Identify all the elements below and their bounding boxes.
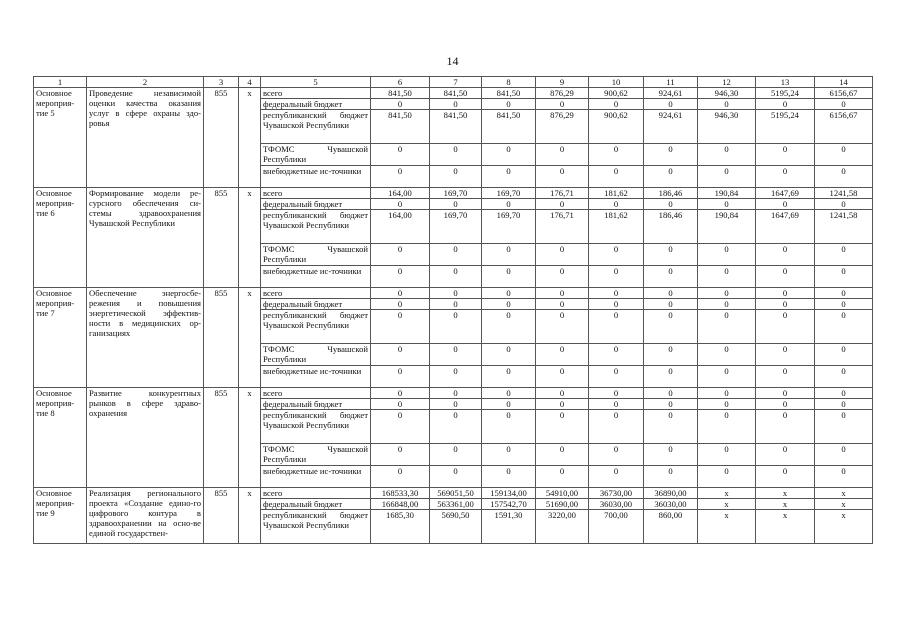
budget-table [33, 76, 873, 544]
table-row [34, 188, 873, 199]
funding-source-cell: республиканский бюджет Чувашской Республики [261, 310, 371, 344]
value-cell: 0 [815, 366, 873, 388]
value-cell: 0 [698, 266, 756, 288]
value-cell: 0 [815, 199, 873, 210]
value-cell: 164,00 [371, 188, 430, 199]
value-cell: 5195,24 [756, 110, 815, 144]
value-cell: 169,70 [430, 210, 482, 244]
code-cell: 855 [204, 288, 239, 388]
value-cell: 0 [756, 366, 815, 388]
value-cell: 0 [698, 444, 756, 466]
value-cell: 0 [756, 166, 815, 188]
value-cell: 0 [756, 288, 815, 299]
event-description-cell: Обеспечение энергосбе-режения и повышения энергетической эффектив-ности в медицинских ор-ганизациях [87, 288, 204, 388]
funding-source-cell: ТФОМС Чувашской Республики [261, 444, 371, 466]
value-cell: 0 [644, 410, 698, 444]
value-cell: 0 [482, 466, 536, 488]
value-cell: 0 [698, 244, 756, 266]
value-cell: 0 [371, 166, 430, 188]
value-cell: 0 [815, 99, 873, 110]
value-cell: 51690,00 [536, 499, 589, 510]
funding-source-cell: республиканский бюджет Чувашской Республики [261, 410, 371, 444]
value-cell: 0 [536, 366, 589, 388]
value-cell: 0 [644, 266, 698, 288]
value-cell: 0 [589, 99, 644, 110]
value-cell: 0 [482, 99, 536, 110]
value-cell: 946,30 [698, 110, 756, 144]
funding-source-cell: внебюджетные ис-точники [261, 466, 371, 488]
value-cell: 0 [644, 166, 698, 188]
value-cell: 1591,30 [482, 510, 536, 544]
value-cell: 924,61 [644, 88, 698, 99]
value-cell: 0 [644, 199, 698, 210]
value-cell: 0 [482, 244, 536, 266]
value-cell: 0 [482, 399, 536, 410]
value-cell: 0 [430, 444, 482, 466]
column-number-cell: 4 [239, 77, 261, 88]
value-cell: 0 [482, 366, 536, 388]
value-cell: 0 [589, 399, 644, 410]
value-cell: 563361,00 [430, 499, 482, 510]
value-cell: 0 [644, 144, 698, 166]
value-cell: 0 [644, 299, 698, 310]
value-cell: 0 [371, 344, 430, 366]
value-cell: 0 [536, 199, 589, 210]
funding-source-cell: федеральный бюджет [261, 99, 371, 110]
value-cell: 1685,30 [371, 510, 430, 544]
table-row [34, 388, 873, 399]
value-cell: 0 [589, 388, 644, 399]
value-cell: 36730,00 [589, 488, 644, 499]
value-cell: 0 [644, 344, 698, 366]
value-cell: 0 [536, 266, 589, 288]
column-number-cell: 6 [371, 77, 430, 88]
value-cell: 0 [698, 166, 756, 188]
value-cell: 166848,00 [371, 499, 430, 510]
value-cell: 54910,00 [536, 488, 589, 499]
value-cell: 0 [589, 288, 644, 299]
value-cell: 0 [644, 444, 698, 466]
value-cell: 0 [698, 388, 756, 399]
funding-source-cell: всего [261, 188, 371, 199]
value-cell: x [815, 488, 873, 499]
column-number-cell: 10 [589, 77, 644, 88]
column-number-row [34, 77, 873, 88]
value-cell: 0 [815, 466, 873, 488]
value-cell: 0 [756, 388, 815, 399]
value-cell: 0 [698, 344, 756, 366]
event-description-cell: Реализация регионального проекта «Создание едино-го цифрового контура в здравоохранении на осно-ве единой государствен- [87, 488, 204, 544]
column-number-cell: 1 [34, 77, 87, 88]
value-cell: 0 [589, 144, 644, 166]
funding-source-cell: ТФОМС Чувашской Республики [261, 344, 371, 366]
value-cell: 0 [815, 444, 873, 466]
value-cell: 0 [430, 388, 482, 399]
value-cell: 0 [430, 399, 482, 410]
value-cell: 0 [482, 288, 536, 299]
funding-source-cell: республиканский бюджет Чувашской Республики [261, 110, 371, 144]
value-cell: x [815, 510, 873, 544]
value-cell: 0 [536, 466, 589, 488]
value-cell: 0 [589, 166, 644, 188]
value-cell: x [756, 488, 815, 499]
value-cell: 168533,30 [371, 488, 430, 499]
value-cell: 0 [815, 166, 873, 188]
value-cell: 569051,50 [430, 488, 482, 499]
value-cell: 0 [430, 288, 482, 299]
value-cell: 0 [756, 410, 815, 444]
column-number-cell: 11 [644, 77, 698, 88]
value-cell: 169,70 [430, 188, 482, 199]
value-cell: 0 [430, 166, 482, 188]
funding-source-cell: всего [261, 388, 371, 399]
value-cell: 0 [536, 244, 589, 266]
value-cell: 0 [589, 366, 644, 388]
value-cell: 176,71 [536, 188, 589, 199]
value-cell: 946,30 [698, 88, 756, 99]
value-cell: 0 [756, 299, 815, 310]
value-cell: 841,50 [482, 110, 536, 144]
value-cell: 0 [482, 199, 536, 210]
value-cell: 841,50 [371, 110, 430, 144]
value-cell: 0 [756, 466, 815, 488]
event-name-cell: Основное мероприя-тие 7 [34, 288, 87, 388]
value-cell: 0 [430, 410, 482, 444]
value-cell: 0 [756, 244, 815, 266]
funding-source-cell: всего [261, 88, 371, 99]
value-cell: 0 [756, 444, 815, 466]
value-cell: 0 [815, 144, 873, 166]
value-cell: 3220,00 [536, 510, 589, 544]
value-cell: 0 [536, 399, 589, 410]
value-cell: 0 [698, 410, 756, 444]
value-cell: 0 [589, 466, 644, 488]
x-cell: x [239, 288, 261, 388]
value-cell: 0 [644, 366, 698, 388]
value-cell: 0 [815, 410, 873, 444]
value-cell: 0 [482, 410, 536, 444]
code-cell: 855 [204, 488, 239, 544]
value-cell: 0 [371, 410, 430, 444]
value-cell: 841,50 [371, 88, 430, 99]
value-cell: 0 [644, 310, 698, 344]
value-cell: 900,62 [589, 88, 644, 99]
funding-source-cell: внебюджетные ис-точники [261, 366, 371, 388]
value-cell: 181,62 [589, 210, 644, 244]
value-cell: 0 [371, 299, 430, 310]
code-cell: 855 [204, 88, 239, 188]
value-cell: 0 [430, 99, 482, 110]
value-cell: 0 [698, 99, 756, 110]
value-cell: 0 [589, 299, 644, 310]
value-cell: 36890,00 [644, 488, 698, 499]
value-cell: 0 [430, 310, 482, 344]
value-cell: 0 [644, 466, 698, 488]
value-cell: 0 [482, 166, 536, 188]
table-row [34, 488, 873, 499]
value-cell: 0 [430, 244, 482, 266]
table-row [34, 88, 873, 99]
value-cell: 0 [644, 388, 698, 399]
value-cell: 0 [536, 288, 589, 299]
event-description-cell: Формирование модели ре-сурсного обеспечения си-стемы здравоохранения Чувашской Республики [87, 188, 204, 288]
value-cell: 0 [482, 344, 536, 366]
value-cell: 0 [536, 310, 589, 344]
value-cell: 0 [482, 388, 536, 399]
column-number-cell: 7 [430, 77, 482, 88]
value-cell: 190,84 [698, 210, 756, 244]
value-cell: 0 [698, 299, 756, 310]
value-cell: 0 [644, 244, 698, 266]
value-cell: 0 [430, 344, 482, 366]
value-cell: 0 [430, 366, 482, 388]
value-cell: 0 [815, 288, 873, 299]
x-cell: x [239, 188, 261, 288]
funding-source-cell: федеральный бюджет [261, 499, 371, 510]
value-cell: x [756, 510, 815, 544]
value-cell: 0 [430, 199, 482, 210]
value-cell: x [698, 499, 756, 510]
value-cell: 876,29 [536, 88, 589, 99]
funding-source-cell: внебюджетные ис-точники [261, 166, 371, 188]
value-cell: 700,00 [589, 510, 644, 544]
value-cell: 0 [644, 399, 698, 410]
value-cell: 0 [536, 344, 589, 366]
value-cell: 0 [430, 144, 482, 166]
value-cell: 0 [815, 266, 873, 288]
value-cell: 0 [482, 144, 536, 166]
value-cell: 0 [430, 266, 482, 288]
event-description-cell: Проведение независимой оценки качества оказания услуг в сфере охраны здо-ровья [87, 88, 204, 188]
funding-source-cell: республиканский бюджет Чувашской Республики [261, 510, 371, 544]
code-cell: 855 [204, 188, 239, 288]
funding-source-cell: ТФОМС Чувашской Республики [261, 244, 371, 266]
value-cell: 0 [371, 310, 430, 344]
value-cell: 0 [756, 144, 815, 166]
value-cell: x [698, 488, 756, 499]
funding-source-cell: всего [261, 288, 371, 299]
value-cell: 0 [371, 288, 430, 299]
value-cell: 0 [482, 310, 536, 344]
value-cell: 181,62 [589, 188, 644, 199]
value-cell: 190,84 [698, 188, 756, 199]
value-cell: 900,62 [589, 110, 644, 144]
value-cell: 0 [536, 166, 589, 188]
value-cell: 0 [536, 299, 589, 310]
value-cell: 0 [756, 199, 815, 210]
value-cell: 164,00 [371, 210, 430, 244]
table-row [34, 288, 873, 299]
value-cell: 1647,69 [756, 210, 815, 244]
funding-source-cell: ТФОМС Чувашской Республики [261, 144, 371, 166]
funding-source-cell: внебюджетные ис-точники [261, 266, 371, 288]
value-cell: 0 [815, 399, 873, 410]
value-cell: 0 [371, 144, 430, 166]
column-number-cell: 2 [87, 77, 204, 88]
value-cell: 0 [815, 310, 873, 344]
event-description-cell: Развитие конкурентных рынков в сфере здраво-охранения [87, 388, 204, 488]
value-cell: 0 [589, 444, 644, 466]
value-cell: 0 [644, 99, 698, 110]
value-cell: 0 [815, 388, 873, 399]
value-cell: 0 [589, 266, 644, 288]
value-cell: 159134,00 [482, 488, 536, 499]
value-cell: 0 [482, 444, 536, 466]
page-number: 14 [446, 54, 459, 68]
value-cell: 1647,69 [756, 188, 815, 199]
code-cell: 855 [204, 388, 239, 488]
value-cell: 924,61 [644, 110, 698, 144]
funding-source-cell: федеральный бюджет [261, 399, 371, 410]
value-cell: 169,70 [482, 210, 536, 244]
value-cell: 176,71 [536, 210, 589, 244]
value-cell: 0 [482, 299, 536, 310]
value-cell: 0 [698, 399, 756, 410]
value-cell: 0 [371, 244, 430, 266]
value-cell: 0 [698, 288, 756, 299]
value-cell: 0 [698, 144, 756, 166]
value-cell: 876,29 [536, 110, 589, 144]
value-cell: 0 [815, 244, 873, 266]
value-cell: 0 [756, 399, 815, 410]
value-cell: 1241,58 [815, 210, 873, 244]
value-cell: 6156,67 [815, 88, 873, 99]
value-cell: 841,50 [430, 110, 482, 144]
funding-source-cell: федеральный бюджет [261, 199, 371, 210]
value-cell: 0 [371, 366, 430, 388]
value-cell: 0 [698, 310, 756, 344]
event-name-cell: Основное мероприя-тие 8 [34, 388, 87, 488]
value-cell: 0 [815, 299, 873, 310]
value-cell: 0 [589, 244, 644, 266]
value-cell: 0 [536, 444, 589, 466]
value-cell: 0 [536, 410, 589, 444]
value-cell: 0 [371, 199, 430, 210]
value-cell: 0 [815, 344, 873, 366]
event-name-cell: Основное мероприя-тие 9 [34, 488, 87, 544]
event-name-cell: Основное мероприя-тие 5 [34, 88, 87, 188]
value-cell: 0 [371, 466, 430, 488]
value-cell: 0 [698, 466, 756, 488]
column-number-cell: 3 [204, 77, 239, 88]
value-cell: 186,46 [644, 188, 698, 199]
x-cell: x [239, 488, 261, 544]
value-cell: 0 [756, 344, 815, 366]
value-cell: 0 [698, 199, 756, 210]
column-number-cell: 5 [261, 77, 371, 88]
column-number-cell: 13 [756, 77, 815, 88]
value-cell: 0 [482, 266, 536, 288]
column-number-cell: 14 [815, 77, 873, 88]
value-cell: 841,50 [430, 88, 482, 99]
value-cell: x [698, 510, 756, 544]
value-cell: 0 [371, 399, 430, 410]
value-cell: 0 [756, 310, 815, 344]
column-number-cell: 12 [698, 77, 756, 88]
value-cell: 186,46 [644, 210, 698, 244]
value-cell: 169,70 [482, 188, 536, 199]
value-cell: 36030,00 [589, 499, 644, 510]
value-cell: 0 [756, 266, 815, 288]
value-cell: 860,00 [644, 510, 698, 544]
value-cell: 0 [371, 444, 430, 466]
value-cell: 0 [698, 366, 756, 388]
value-cell: 1241,58 [815, 188, 873, 199]
value-cell: 0 [430, 466, 482, 488]
value-cell: 0 [536, 388, 589, 399]
funding-source-cell: федеральный бюджет [261, 299, 371, 310]
value-cell: x [756, 499, 815, 510]
value-cell: 0 [589, 344, 644, 366]
value-cell: 0 [536, 99, 589, 110]
value-cell: 6156,67 [815, 110, 873, 144]
value-cell: 0 [536, 144, 589, 166]
value-cell: 841,50 [482, 88, 536, 99]
value-cell: 0 [371, 388, 430, 399]
value-cell: 0 [430, 299, 482, 310]
column-number-cell: 8 [482, 77, 536, 88]
value-cell: 5690,50 [430, 510, 482, 544]
value-cell: 5195,24 [756, 88, 815, 99]
value-cell: 0 [644, 288, 698, 299]
value-cell: 0 [589, 199, 644, 210]
value-cell: 0 [371, 99, 430, 110]
x-cell: x [239, 88, 261, 188]
value-cell: 0 [371, 266, 430, 288]
x-cell: x [239, 388, 261, 488]
value-cell: 0 [589, 410, 644, 444]
event-name-cell: Основное мероприя-тие 6 [34, 188, 87, 288]
value-cell: x [815, 499, 873, 510]
value-cell: 0 [589, 310, 644, 344]
column-number-cell: 9 [536, 77, 589, 88]
funding-source-cell: всего [261, 488, 371, 499]
funding-source-cell: республиканский бюджет Чувашской Республики [261, 210, 371, 244]
value-cell: 0 [756, 99, 815, 110]
value-cell: 157542,70 [482, 499, 536, 510]
value-cell: 36030,00 [644, 499, 698, 510]
